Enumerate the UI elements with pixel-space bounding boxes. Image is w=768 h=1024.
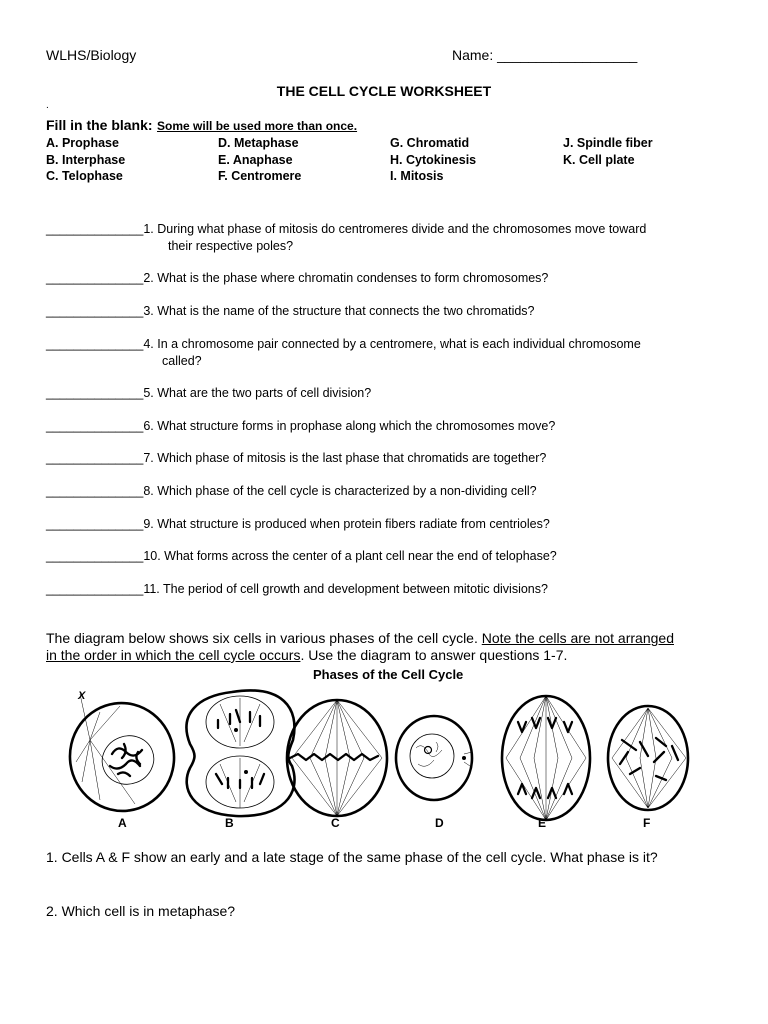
question-8 — [46, 482, 746, 500]
question-text-cont: their respective poles? — [168, 239, 294, 253]
diagram-title: Phases of the Cell Cycle — [313, 667, 464, 682]
question-text: 7. Which phase of mitosis is the last phase that chromatids are together? — [143, 451, 547, 465]
cell-label-e: E — [538, 816, 547, 830]
term-i: I. Mitosis — [390, 169, 444, 183]
answer-blank[interactable]: ______________ — [46, 517, 144, 531]
answer-blank[interactable]: ______________ — [46, 484, 144, 498]
question-3 — [46, 302, 746, 320]
question-text-cont: called? — [162, 354, 202, 368]
answer-blank[interactable]: ______________ — [46, 386, 144, 400]
question-text: 3. What is the name of the structure that connects the two chromatids? — [143, 304, 535, 318]
question-10 — [46, 547, 746, 565]
question-text: 8. Which phase of the cell cycle is characterized by a non-dividing cell? — [143, 484, 537, 498]
term-c: C. Telophase — [46, 169, 123, 183]
cell-e-drawing — [502, 696, 590, 820]
question-text: 6. What structure forms in prophase along which the chromosomes move? — [143, 419, 556, 433]
fill-in-label: Fill in the blank: — [46, 117, 153, 133]
cell-label-a: A — [118, 816, 127, 830]
answer-blank[interactable]: ______________ — [46, 304, 144, 318]
answer-blank[interactable]: ______________ — [46, 451, 144, 465]
diagram-question-2: 2. Which cell is in metaphase? — [46, 903, 236, 919]
term-h: H. Cytokinesis — [390, 153, 477, 167]
intro-text-2: . Use the diagram to answer questions 1-7. — [300, 647, 568, 663]
term-b: B. Interphase — [46, 153, 126, 167]
cell-cycle-diagram — [60, 682, 700, 824]
question-1 — [46, 220, 746, 254]
term-j: J. Spindle fiber — [563, 136, 653, 150]
term-k: K. Cell plate — [563, 153, 635, 167]
answer-blank[interactable]: ______________ — [46, 222, 144, 236]
question-text: 4. In a chromosome pair connected by a centromere, what is each individual chromosome — [143, 337, 641, 351]
term-g: G. Chromatid — [390, 136, 470, 150]
answer-blank[interactable]: ______________ — [46, 271, 144, 285]
question-text: 10. What forms across the center of a plant cell near the end of telophase? — [143, 549, 557, 563]
fill-in-heading — [46, 117, 357, 135]
worksheet-title: THE CELL CYCLE WORKSHEET — [276, 83, 492, 99]
cell-label-d: D — [435, 816, 444, 830]
centriole-marker-label: X — [78, 690, 86, 702]
stray-dot: . — [46, 100, 49, 111]
term-d: D. Metaphase — [218, 136, 299, 150]
question-text: 1. During what phase of mitosis do centromeres divide and the chromosomes move toward — [143, 222, 647, 236]
question-text: 5. What are the two parts of cell division? — [143, 386, 372, 400]
diagram-question-1: 1. Cells A & F show an early and a late stage of the same phase of the cell cycle. What phase is it? — [46, 849, 658, 865]
cell-label-b: B — [225, 816, 234, 830]
name-field-label: Name: __________________ — [452, 47, 638, 63]
intro-note-underlined: Note the cells are not arranged — [481, 630, 674, 646]
question-4 — [46, 335, 746, 369]
question-11 — [46, 580, 746, 598]
answer-blank[interactable]: ______________ — [46, 549, 144, 563]
term-a: A. Prophase — [46, 136, 119, 150]
term-f: F. Centromere — [218, 169, 302, 183]
cell-c-drawing — [287, 700, 387, 816]
answer-blank[interactable]: ______________ — [46, 419, 144, 433]
cell-label-c: C — [331, 816, 340, 830]
question-9 — [46, 515, 746, 533]
question-text: 2. What is the phase where chromatin condenses to form chromosomes? — [143, 271, 549, 285]
answer-blank[interactable]: ______________ — [46, 337, 144, 351]
answer-blank[interactable]: ______________ — [46, 582, 144, 596]
intro-text-1: The diagram below shows six cells in various phases of the cell cycle. — [46, 630, 482, 646]
question-5 — [46, 384, 746, 402]
diagram-intro — [46, 630, 736, 664]
fill-in-instruction: Some will be used more than once. — [157, 119, 358, 133]
question-text: 9. What structure is produced when protein fibers radiate from centrioles? — [143, 517, 550, 531]
question-7 — [46, 449, 746, 467]
cell-d-drawing — [396, 716, 472, 800]
course-label: WLHS/Biology — [46, 47, 137, 63]
cell-f-drawing — [608, 706, 688, 810]
question-2 — [46, 269, 746, 287]
question-text: 11. The period of cell growth and development between mitotic divisions? — [143, 582, 548, 596]
cell-b-drawing — [186, 690, 294, 816]
term-e: E. Anaphase — [218, 153, 293, 167]
question-6 — [46, 417, 746, 435]
intro-note-underlined-2: in the order in which the cell cycle occurs — [46, 647, 301, 663]
cell-a-drawing — [63, 694, 181, 818]
cell-label-f: F — [643, 816, 651, 830]
